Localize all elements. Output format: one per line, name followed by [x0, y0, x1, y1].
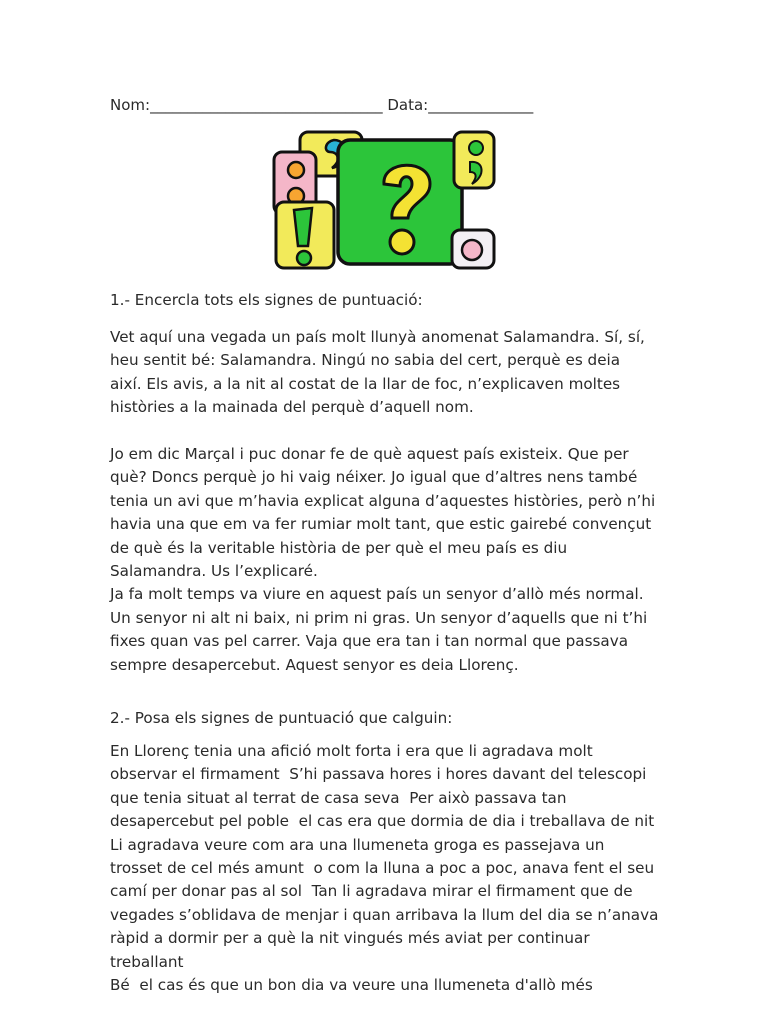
- question-mark-icon: [338, 140, 462, 264]
- text-line: vegades s’oblidava de menjar i quan arribava la llum del dia se n’anava: [110, 905, 659, 924]
- text-line: de què és la veritable història de per què el meu país es diu: [110, 538, 568, 557]
- period-icon: [452, 230, 494, 268]
- text-line: Jo em dic Marçal i puc donar fe de què aquest país existeix. Que per: [110, 445, 629, 463]
- text-line: ràpid a dormir per a què la nit vingués més aviat per continuar: [110, 929, 590, 948]
- exercise-2-title: 2.- Posa els signes de puntuació que calguin:: [110, 709, 453, 727]
- text-line: treballant: [110, 952, 184, 971]
- exercise-1-paragraph-2: [110, 443, 670, 677]
- text-line: Salamandra. Us l’explicaré.: [110, 562, 318, 581]
- exercise-2-paragraph: [110, 740, 670, 997]
- text-line: Vet aquí una vegada un país molt llunyà anomenat Salamandra. Sí, sí,: [110, 328, 645, 346]
- text-line: trosset de cel més amunt o com la lluna a poc a poc, anava fent el seu: [110, 859, 655, 878]
- data-blank: ______________: [428, 96, 534, 114]
- nom-label: Nom:: [110, 96, 151, 114]
- exclamation-mark-icon: [276, 202, 334, 268]
- text-line: Li agradava veure com ara una llumeneta groga es passejava un: [110, 835, 605, 854]
- comma-icon: [454, 132, 494, 188]
- data-label: Data:: [387, 96, 429, 114]
- text-line: Un senyor ni alt ni baix, ni prim ni gras. Un senyor d’aquells que ni t’hi: [110, 608, 648, 627]
- text-line: Bé el cas és que un bon dia va veure una llumeneta d'allò més: [110, 976, 593, 995]
- text-line: sempre desapercebut. Aquest senyor es deia Llorenç.: [110, 655, 519, 674]
- text-line: camí per donar pas al sol Tan li agradava mirar el firmament que de: [110, 882, 633, 901]
- punctuation-clipart: [272, 130, 496, 270]
- text-line: històries a la mainada del perquè d’aquell nom.: [110, 398, 474, 417]
- text-line: així. Els avis, a la nit al costat de la llar de foc, n’explicaven moltes: [110, 374, 621, 393]
- text-line: què? Doncs perquè jo hi vaig néixer. Jo igual que d’altres nens també: [110, 468, 638, 487]
- text-line: havia una que em va fer rumiar molt tant, que estic gairebé convençut: [110, 515, 652, 534]
- text-line: fixes quan vas pel carrer. Vaja que era tan i tan normal que passava: [110, 632, 629, 651]
- nom-blank: _______________________________: [150, 96, 383, 114]
- text-line: desapercebut pel poble el cas era que dormia de dia i treballava de nit: [110, 812, 655, 831]
- exercise-1-paragraph-1: [110, 326, 670, 420]
- text-line: que tenia situat al terrat de casa seva Per això passava tan: [110, 788, 567, 807]
- text-line: Ja fa molt temps va viure en aquest país un senyor d’allò més normal.: [110, 585, 644, 604]
- exercise-1-title: 1.- Encercla tots els signes de puntuació:: [110, 291, 423, 309]
- text-line: En Llorenç tenia una afició molt forta i era que li agradava molt: [110, 742, 593, 760]
- text-line: tenia un avi que m’havia explicat alguna d’aquestes històries, però n’hi: [110, 491, 656, 510]
- name-date-header: [110, 96, 533, 114]
- text-line: observar el firmament S’hi passava hores i hores davant del telescopi: [110, 765, 647, 784]
- text-line: heu sentit bé: Salamandra. Ningú no sabia del cert, perquè es deia: [110, 351, 621, 370]
